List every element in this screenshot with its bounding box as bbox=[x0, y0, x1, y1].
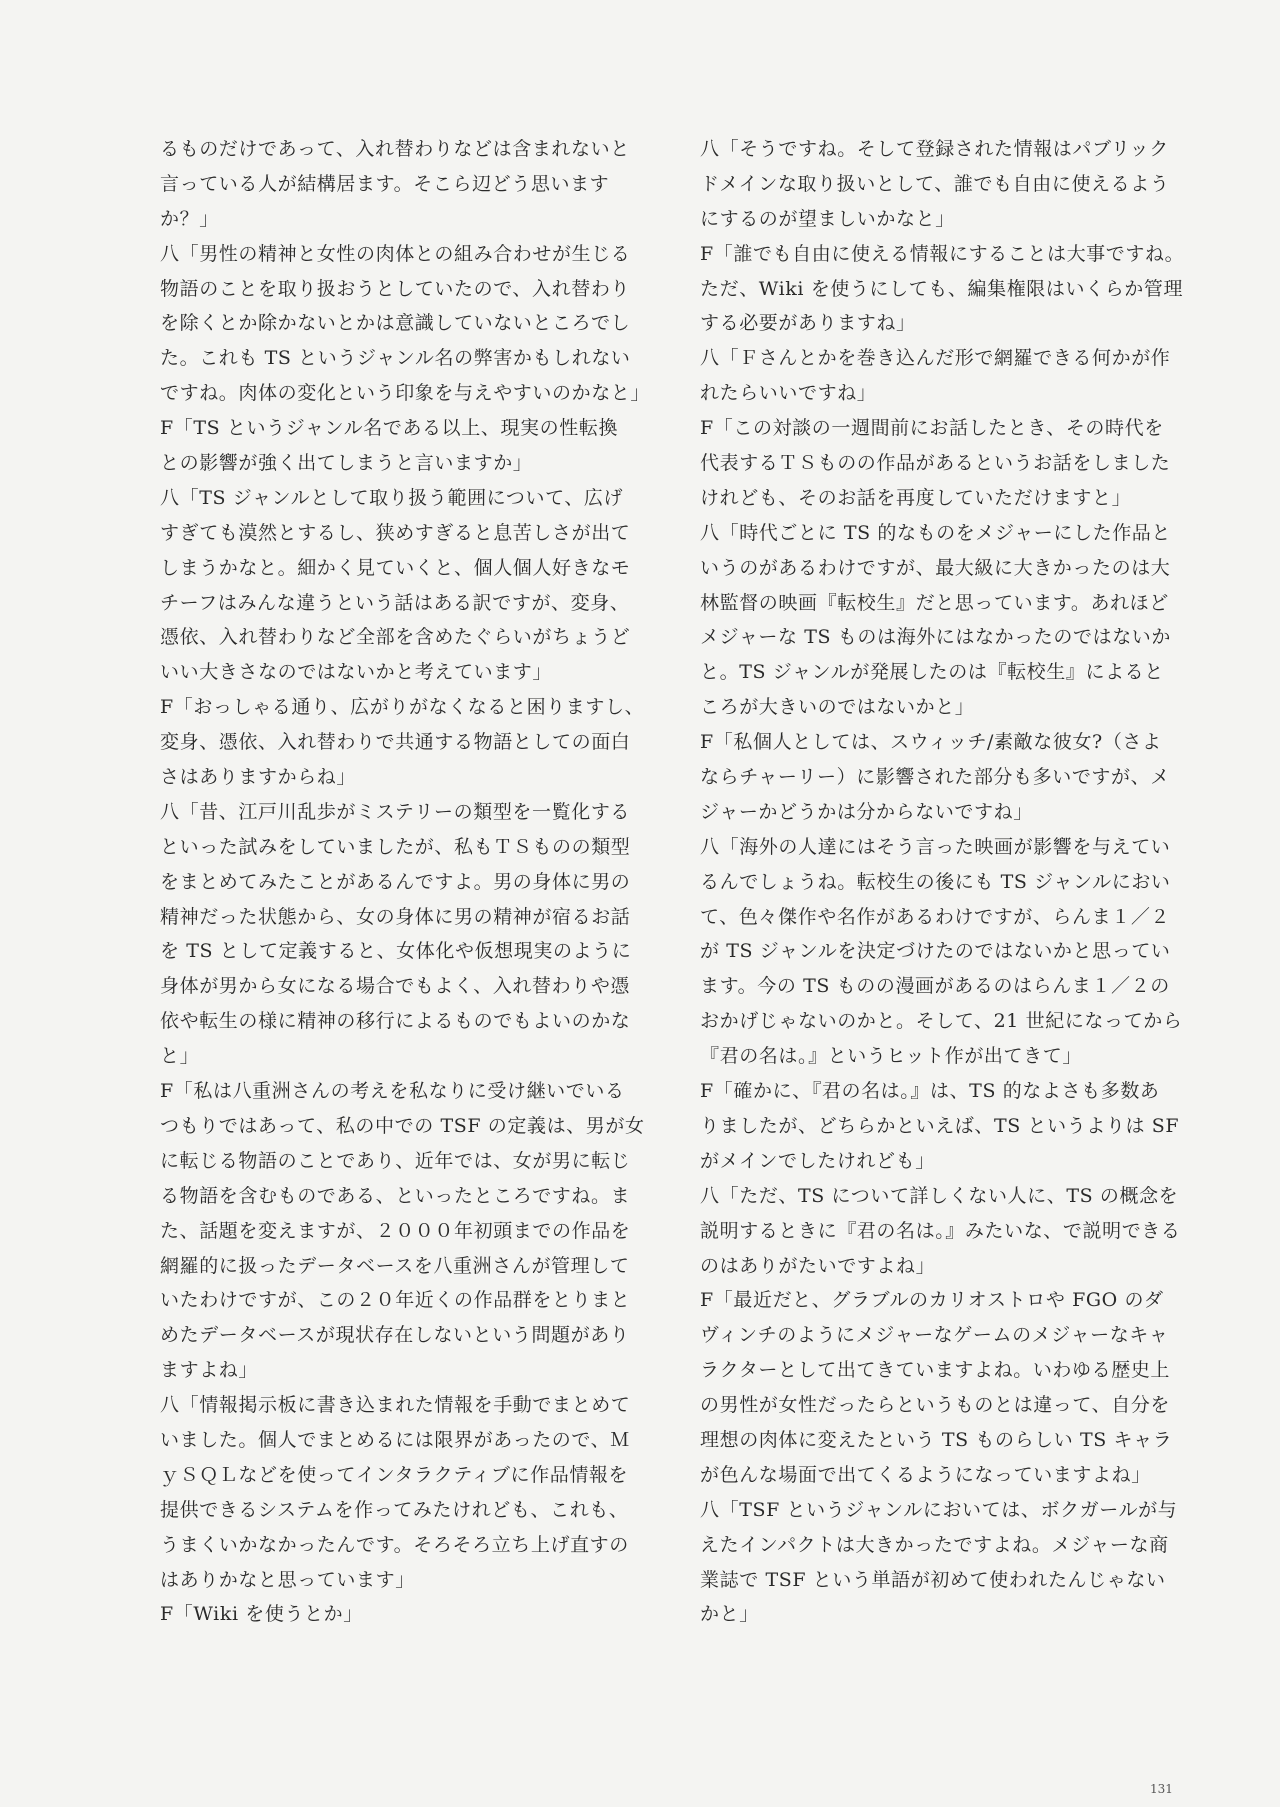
text-line: 業誌で TSF という単語が初めて使われたんじゃない bbox=[700, 1568, 1166, 1591]
text-line: 物語のことを取り扱おうとしていたので、入れ替わり bbox=[160, 277, 631, 300]
text-line: 八「TSF というジャンルにおいては、ボクガールが与 bbox=[700, 1498, 1178, 1521]
left-text-column bbox=[160, 132, 654, 1632]
text-line: に転じる物語のことであり、近年では、女が男に転じ bbox=[160, 1149, 631, 1172]
text-line: ラクターとして出てきていますよね。いわゆる歴史上 bbox=[700, 1359, 1171, 1382]
text-line: を除くとか除かないとかは意識していないところでし bbox=[160, 312, 631, 335]
text-line: 八「ただ、TS について詳しくない人に、TS の概念を bbox=[700, 1184, 1179, 1207]
text-line: ドメインな取り扱いとして、誰でも自由に使えるよう bbox=[700, 172, 1170, 195]
text-line: うまくいかなかったんです。そろそろ立ち上げ直すの bbox=[160, 1533, 629, 1556]
text-line: さはありますからね」 bbox=[160, 766, 357, 789]
text-line: 精神だった状態から、女の身体に男の精神が宿るお話 bbox=[160, 905, 631, 928]
text-line: 八「情報掲示板に書き込まれた情報を手動でまとめて bbox=[160, 1394, 631, 1417]
page-number: 131 bbox=[1150, 1782, 1173, 1796]
text-line: 代表するＴＳものの作品があるというお話をしました bbox=[700, 452, 1171, 475]
text-line: をまとめてみたことがあるんですよ。男の身体に男の bbox=[160, 870, 631, 893]
text-line: 依や転生の様に精神の移行によるものでもよいのかな bbox=[160, 1010, 631, 1033]
text-line: がメインでしたけれども」 bbox=[700, 1149, 935, 1172]
text-line: が色んな場面で出てくるようになっていますよね」 bbox=[700, 1463, 1151, 1486]
text-line: はありかなと思っています」 bbox=[160, 1568, 415, 1591]
text-line: つもりではあって、私の中での TSF の定義は、男が女 bbox=[160, 1114, 645, 1137]
text-line: 変身、憑依、入れ替わりで共通する物語としての面白 bbox=[160, 731, 631, 754]
text-line: めたデータベースが現状存在しないという問題があり bbox=[160, 1324, 630, 1347]
text-line: すぎても漠然とするし、狭めすぎると息苦しさが出て bbox=[160, 521, 631, 544]
text-line: 言っている人が結構居ます。そこら辺どう思います bbox=[160, 172, 610, 195]
text-line: ます。今の TS ものの漫画があるのはらんま１／２の bbox=[700, 975, 1170, 998]
text-line: いうのがあるわけですが、最大級に大きかったのは大 bbox=[700, 556, 1171, 579]
text-line: かと」 bbox=[700, 1603, 759, 1626]
text-line: 八「男性の精神と女性の肉体との組み合わせが生じる bbox=[160, 242, 631, 265]
text-line: の男性が女性だったらというものとは違って、自分を bbox=[700, 1394, 1171, 1417]
text-line: しまうかなと。細かく見ていくと、個人個人好きなモ bbox=[160, 556, 631, 579]
text-line: ならチャーリー）に影響された部分も多いですが、メ bbox=[700, 766, 1170, 789]
text-line: ころが大きいのではないかと」 bbox=[700, 696, 975, 719]
text-line: のはありがたいですよね」 bbox=[700, 1254, 936, 1277]
text-line: けれども、そのお話を再度していただけますと」 bbox=[700, 486, 1132, 509]
text-line: いたわけですが、この２０年近くの作品群をとりまと bbox=[160, 1289, 631, 1312]
text-line: が TS ジャンルを決定づけたのではないかと思ってい bbox=[700, 940, 1171, 963]
text-line: 八「海外の人達にはそう言った映画が影響を与えてい bbox=[700, 835, 1171, 858]
text-line: 林監督の映画『転校生』だと思っています。あれほど bbox=[700, 591, 1169, 614]
text-line: 網羅的に扱ったデータベースを八重洲さんが管理して bbox=[160, 1254, 630, 1277]
text-line: た。これも TS というジャンル名の弊害かもしれない bbox=[160, 347, 631, 370]
text-line: ただ、Wiki を使うにしても、編集権限はいくらか管理 bbox=[700, 277, 1184, 300]
text-line: と。TS ジャンルが発展したのは『転校生』によると bbox=[700, 661, 1164, 684]
text-line: と」 bbox=[160, 1045, 200, 1068]
text-line: ジャーかどうかは分からないですね」 bbox=[700, 800, 1033, 823]
text-line: F「おっしゃる通り、広がりがなくなると困りますし、 bbox=[160, 696, 645, 719]
text-line: 説明するときに『君の名は。』みたいな、で説明できる bbox=[700, 1219, 1181, 1242]
text-line: 八「TS ジャンルとして取り扱う範囲について、広げ bbox=[160, 486, 624, 509]
text-line: にするのが望ましいかなと」 bbox=[700, 207, 955, 230]
text-line: F「最近だと、グラブルのカリオストロや FGO のダ bbox=[700, 1289, 1164, 1312]
text-line: F「Wiki を使うとか」 bbox=[160, 1603, 363, 1626]
text-line: る物語を含むものである、といったところですね。ま bbox=[160, 1184, 631, 1207]
text-line: との影響が強く出てしまうと言いますか」 bbox=[160, 452, 533, 475]
text-line: 身体が男から女になる場合でもよく、入れ替わりや憑 bbox=[160, 975, 631, 998]
text-line: 八「時代ごとに TS 的なものをメジャーにした作品と bbox=[700, 521, 1171, 544]
text-line: りましたが、どちらかといえば、TS というよりは SF bbox=[700, 1114, 1180, 1137]
text-line: 憑依、入れ替わりなど全部を含めたぐらいがちょうど bbox=[160, 626, 631, 649]
text-line: 『君の名は。』というヒット作が出てきて」 bbox=[700, 1045, 1082, 1068]
text-line: 八「昔、江戸川乱歩がミステリーの類型を一覧化する bbox=[160, 800, 631, 823]
right-text-column bbox=[700, 132, 1194, 1632]
text-line: を TS として定義すると、女体化や仮想現実のように bbox=[160, 940, 632, 963]
text-line: れたらいいですね」 bbox=[700, 382, 877, 405]
text-line: ですね。肉体の変化という印象を与えやすいのかなと」 bbox=[160, 382, 651, 405]
text-line: えたインパクトは大きかったですよね。メジャーな商 bbox=[700, 1533, 1169, 1556]
text-line: いました。個人でまとめるには限界があったので、Ｍ bbox=[160, 1428, 630, 1451]
text-line: チーフはみんな違うという話はある訳ですが、変身、 bbox=[160, 591, 630, 614]
text-line: 理想の肉体に変えたという TS ものらしい TS キャラ bbox=[700, 1428, 1173, 1451]
text-line: F「この対談の一週間前にお話したとき、その時代を bbox=[700, 417, 1164, 440]
text-line: ヴィンチのようにメジャーなゲームのメジャーなキャ bbox=[700, 1324, 1169, 1347]
text-line: ますよね」 bbox=[160, 1359, 259, 1382]
text-line: 提供できるシステムを作ってみたけれども、これも、 bbox=[160, 1498, 629, 1521]
text-line: する必要がありますね」 bbox=[700, 312, 916, 335]
text-line: るものだけであって、入れ替わりなどは含まれないと bbox=[160, 138, 630, 160]
text-line: か？」 bbox=[160, 207, 219, 230]
text-line: メジャーな TS ものは海外にはなかったのではないか bbox=[700, 626, 1171, 649]
text-line: いい大きさなのではないかと考えています」 bbox=[160, 661, 553, 684]
text-line: 八「そうですね。そして登録された情報はパブリック bbox=[700, 138, 1169, 160]
text-line: F「私は八重洲さんの考えを私なりに受け継いでいる bbox=[160, 1080, 625, 1103]
text-line: といった試みをしていましたが、私もＴＳものの類型 bbox=[160, 835, 631, 858]
text-line: F「誰でも自由に使える情報にすることは大事ですね。 bbox=[700, 242, 1185, 265]
text-line: て、色々傑作や名作があるわけですが、らんま１／２ bbox=[700, 905, 1171, 928]
text-line: F「確かに、『君の名は。』は、TS 的なよさも多数あ bbox=[700, 1080, 1160, 1103]
text-line: ｙＳＱＬなどを使ってインタラクティブに作品情報を bbox=[160, 1463, 629, 1486]
text-line: た、話題を変えますが、２０００年初頭までの作品を bbox=[160, 1219, 631, 1242]
text-line: るんでしょうね。転校生の後にも TS ジャンルにおい bbox=[700, 870, 1171, 893]
text-line: おかげじゃないのかと。そして、21 世紀になってから bbox=[700, 1010, 1183, 1033]
text-line: 八「Ｆさんとかを巻き込んだ形で網羅できる何かが作 bbox=[700, 347, 1171, 370]
text-line: F「TS というジャンル名である以上、現実の性転換 bbox=[160, 417, 619, 440]
text-line: F「私個人としては、スウィッチ/素敵な彼女?（さよ bbox=[700, 731, 1162, 754]
